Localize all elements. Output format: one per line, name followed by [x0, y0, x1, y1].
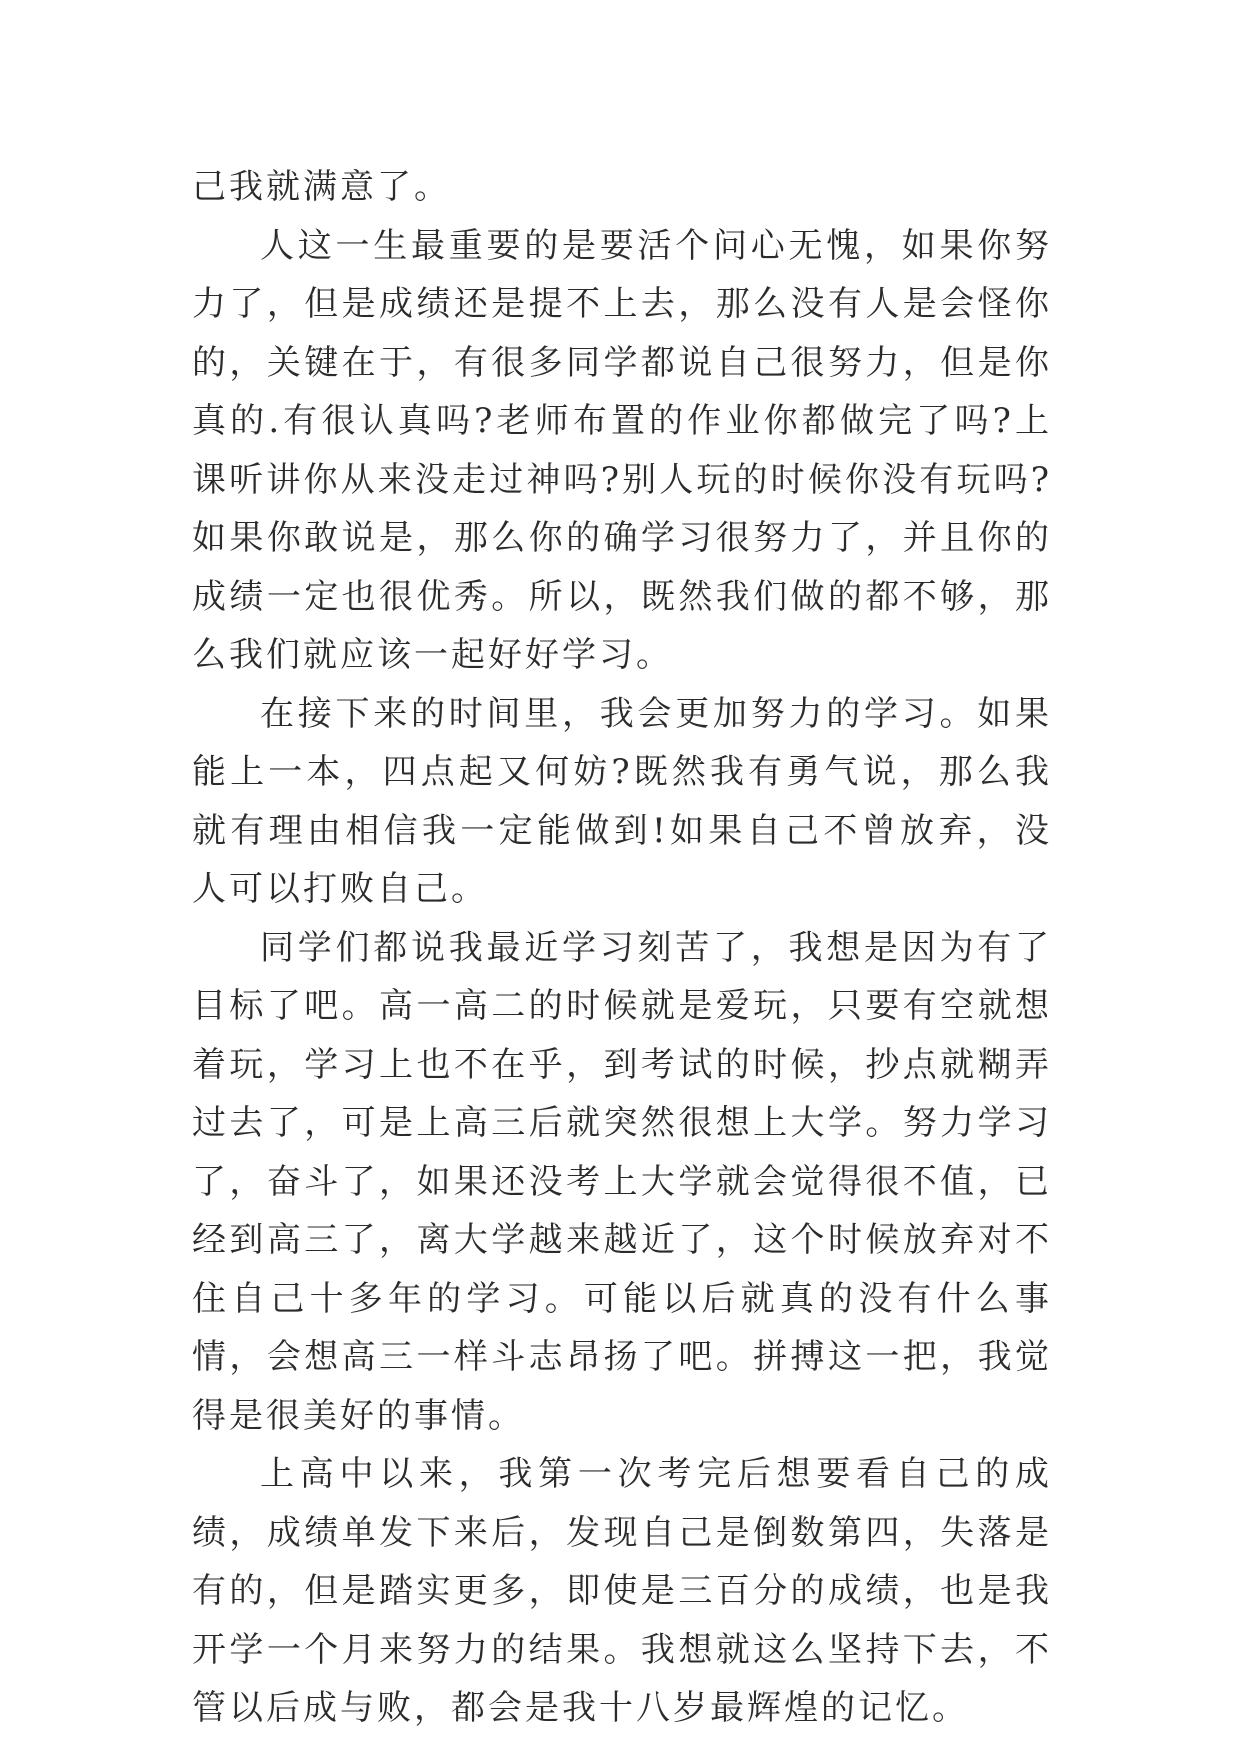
- paragraph: 在接下来的时间里，我会更加努力的学习。如果能上一本，四点起又何妨?既然我有勇气说，那么我就有理由相信我一定能做到!如果自己不曾放弃，没人可以打败自己。: [192, 693, 1052, 909]
- document-body: [192, 158, 1052, 1738]
- paragraph: 上高中以来，我第一次考完后想要看自己的成绩，成绩单发下来后，发现自己是倒数第四，失落是有的，但是踏实更多，即使是三百分的成绩，也是我开学一个月来努力的结果。我想就这么坚持下去，不管以后成与败，都会是我十八岁最辉煌的记忆。: [192, 1454, 1052, 1728]
- paragraph: 人这一生最重要的是要活个问心无愧，如果你努力了，但是成绩还是提不上去，那么没有人是会怪你的，关键在于，有很多同学都说自己很努力，但是你真的.有很认真吗?老师布置的作业你都做完了吗?上课听讲你从来没走过神吗?别人玩的时候你没有玩吗?如果你敢说是，那么你的确学习很努力了，并且你的成绩一定也很优秀。所以，既然我们做的都不够，那么我们就应该一起好好学习。: [192, 225, 1052, 675]
- paragraph-continuation: 己我就满意了。: [192, 167, 451, 207]
- paragraph: 同学们都说我最近学习刻苦了，我想是因为有了目标了吧。高一高二的时候就是爱玩，只要有空就想着玩，学习上也不在乎，到考试的时候，抄点就糊弄过去了，可是上高三后就突然很想上大学。努力学习了，奋斗了，如果还没考上大学就会觉得很不值，已经到高三了，离大学越来越近了，这个时候放弃对不住自己十多年的学习。可能以后就真的没有什么事情，会想高三一样斗志昂扬了吧。拼搏这一把，我觉得是很美好的事情。: [192, 927, 1052, 1436]
